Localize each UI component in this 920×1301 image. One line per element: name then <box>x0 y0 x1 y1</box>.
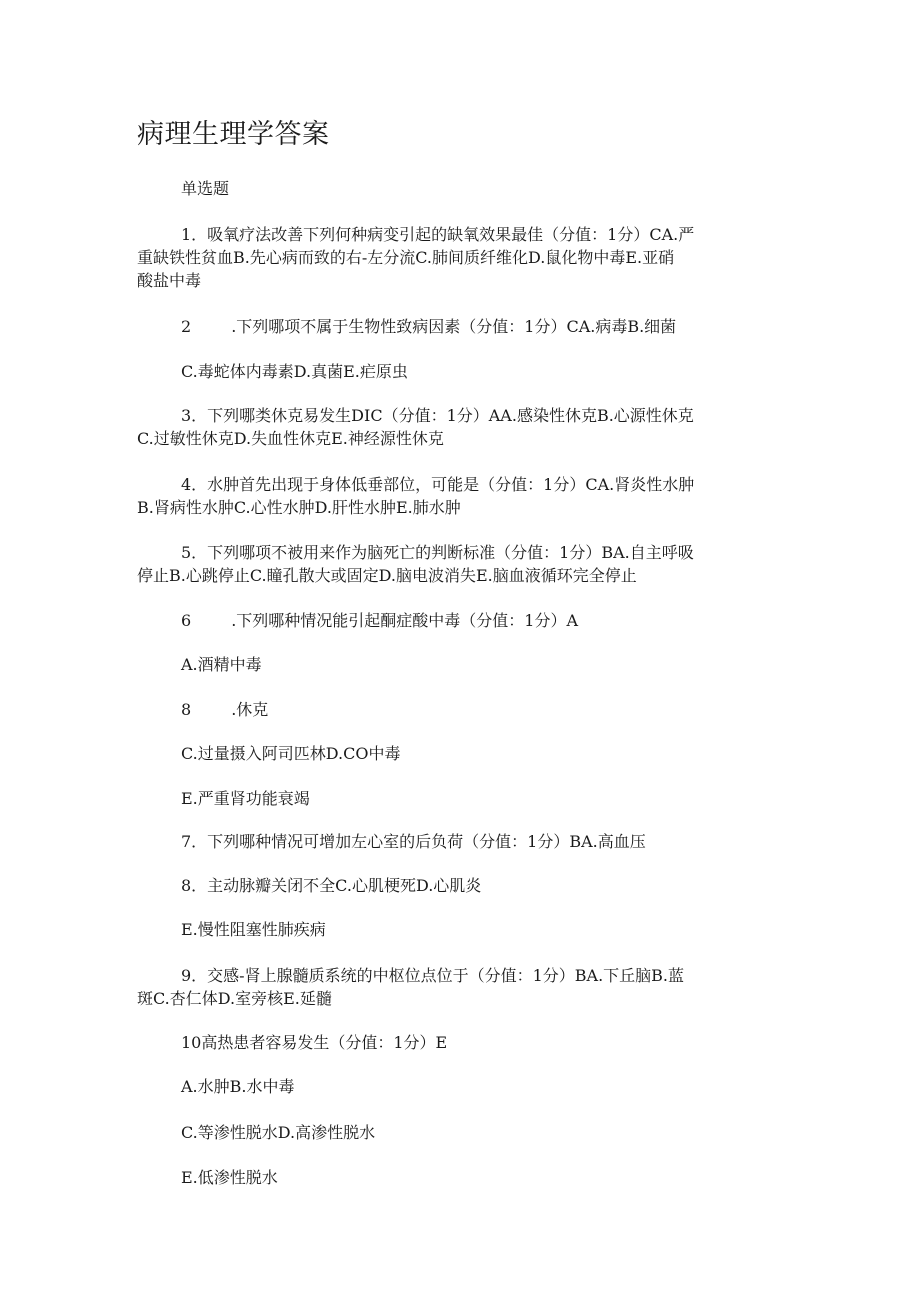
question-9-line-2: 斑C.杏仁体D.室旁核E.延髓 <box>137 989 332 1008</box>
question-6-line-1 <box>181 610 831 633</box>
question-7-line-1: 7．下列哪种情况可增加左心室的后负荷（分值：1分）BA.高血压 <box>181 832 646 851</box>
question-8a-number: 8 <box>181 700 192 719</box>
question-5-line-2: 停止B.心跳停止C.瞳孔散大或固定D.脑电波消失E.脑血液循环完全停止 <box>137 566 637 585</box>
document-title: 病理生理学答案 <box>137 119 330 150</box>
question-2-number: 2 <box>181 317 192 336</box>
question-10-line-3: C.等渗性脱水D.高渗性脱水 <box>181 1123 376 1142</box>
question-6-number: 6 <box>181 611 192 630</box>
question-8a-option-e: E.严重肾功能衰竭 <box>181 789 310 808</box>
question-3-line-1: 3．下列哪类休克易发生DIC（分值：1分）AA.感染性休克B.心源性休克 <box>181 406 694 425</box>
question-8a-text: .休克 <box>231 700 269 719</box>
question-1-line-3: 酸盐中毒 <box>137 271 202 290</box>
question-6-text: .下列哪种情况能引起酮症酸中毒（分值：1分）A <box>231 611 579 630</box>
section-heading: 单选题 <box>181 179 230 198</box>
question-8a-line-1 <box>181 699 831 722</box>
question-1-line-1: 1．吸氧疗法改善下列何种病变引起的缺氧效果最佳（分值：1分）CA.严 <box>181 225 695 244</box>
question-6-option-a: A.酒精中毒 <box>181 655 262 674</box>
question-10-line-1: 10高热患者容易发生（分值：1分）E <box>181 1033 448 1052</box>
question-8a-option-c: C.过量摄入阿司匹林D.CO中毒 <box>181 744 401 763</box>
question-4-line-2: B.肾病性水肿C.心性水肿D.肝性水肿E.肺水肿 <box>137 498 461 517</box>
question-10-line-2: A.水肿B.水中毒 <box>181 1077 295 1096</box>
question-2-text: .下列哪项不属于生物性致病因素（分值：1分）CA.病毒B.细菌 <box>231 317 677 336</box>
question-7-line-3: E.慢性阻塞性肺疾病 <box>181 920 326 939</box>
question-4-line-1: 4．水肿首先出现于身体低垂部位，可能是（分值：1分）CA.肾炎性水肿 <box>181 475 695 494</box>
question-3-line-2: C.过敏性休克D.失血性休克E.神经源性休克 <box>137 429 444 448</box>
question-10-line-4: E.低渗性脱水 <box>181 1168 278 1187</box>
question-2-line-1 <box>181 316 831 339</box>
question-1-line-2: 重缺铁性贫血B.先心病而致的右-左分流C.肺间质纤维化D.鼠化物中毒E.亚硝 <box>137 248 675 267</box>
question-7-line-2: 8．主动脉瓣关闭不全C.心肌梗死D.心肌炎 <box>181 876 482 895</box>
question-9-line-1: 9．交感-肾上腺髓质系统的中枢位点位于（分值：1分）BA.下丘脑B.蓝 <box>181 966 685 985</box>
question-2-line-2: C.毒蛇体内毒素D.真菌E.疟原虫 <box>181 362 408 381</box>
question-5-line-1: 5．下列哪项不被用来作为脑死亡的判断标准（分值：1分）BA.自主呼吸 <box>181 543 694 562</box>
